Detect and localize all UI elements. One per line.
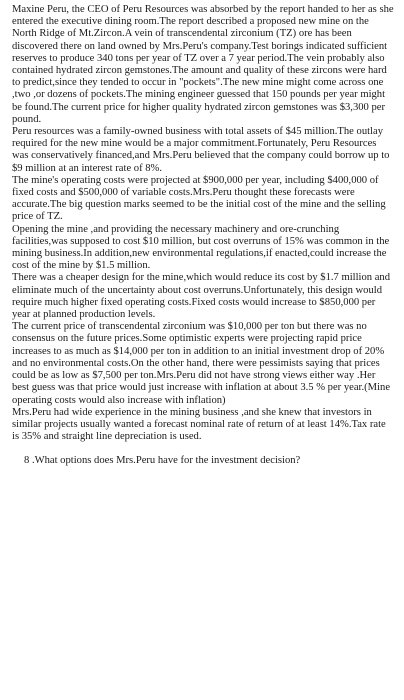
paragraph-cheaper-design: There was a cheaper design for the mine,which would reduce its cost by $1.7 million and eliminate much of the uncertainty about cost overruns.Unfortunately, this design would require much higher fixed operating costs.Fixed costs would increase to $850,000 per year at planned production levels. xyxy=(12,272,391,321)
case-study-text xyxy=(12,4,394,443)
paragraph-return-requirements: Mrs.Peru had wide experience in the mining business ,and she knew that investors in similar projects usually wanted a forecast nominal rate of return of at least 14%.Tax rate is 35% and straight line depreciation is used. xyxy=(12,406,386,443)
paragraph-price-outlook: The current price of transcendental zirconium was $10,000 per ton but there was no consensus on the future prices.Some optimistic experts were projecting rapid price increases to as much as $14,000 per ton in addition to an initial investment drop of 20% and no environmental costs.On the other hand, there were pessimists saying that prices could be as low as $7,500 per ton.Mrs.Peru did not have strong views either way .Her best guess was that price would just increase with inflation at about 3.5 % per year.(Mine operating costs would also increase with inflation) xyxy=(12,321,391,406)
paragraph-initial-cost: Opening the mine ,and providing the necessary machinery and ore-crunching facilities,was supposed to cost $10 million, but cost overruns of 15% was common in the mining business.In addition,new environmental regulations,if enacted,could increase the cost of the mine by $1.5 million. xyxy=(12,223,390,272)
paragraph-intro: Maxine Peru, the CEO of Peru Resources was absorbed by the report handed to her as she entered the executive dining room.The report described a proposed new mine on the North Ridge of Mt.Zircon.A vein of transcendental zirconium (TZ) ore has been discovered there on land owned by Mrs.Peru's company.Test borings indicated sufficient reserves to produce 340 tons per year of TZ over a 7 year period.The vein probably also contained hydrated zircon gemstones.The amount and quality of these zircons were hard to predict,since they tended to occur in "pockets".The new mine might come across one ,two ,or dozens of pockets.The mining engineer guessed that 150 pounds per year might be found.The current price for higher quality hydrated zircon gemstones was $3,300 per pound. xyxy=(12,4,394,125)
question-text: 8 .What options does Mrs.Peru have for the investment decision? xyxy=(24,455,301,467)
paragraph-operating-costs: The mine's operating costs were projected at $900,000 per year, including $400,000 of fixed costs and $500,000 of variable costs.Mrs.Peru thought these forecasts were accurate.The big question marks seemed to be the initial cost of the mine and the selling price of TZ. xyxy=(12,174,386,223)
paragraph-financing: Peru resources was a family-owned business with total assets of $45 million.The outlay required for the new mine would be a major commitment.Fortunately, Peru Resources was conservatively financed,and Mrs.Peru believed that the company could borrow up to $9 million at an interest rate of 8%. xyxy=(12,126,390,174)
